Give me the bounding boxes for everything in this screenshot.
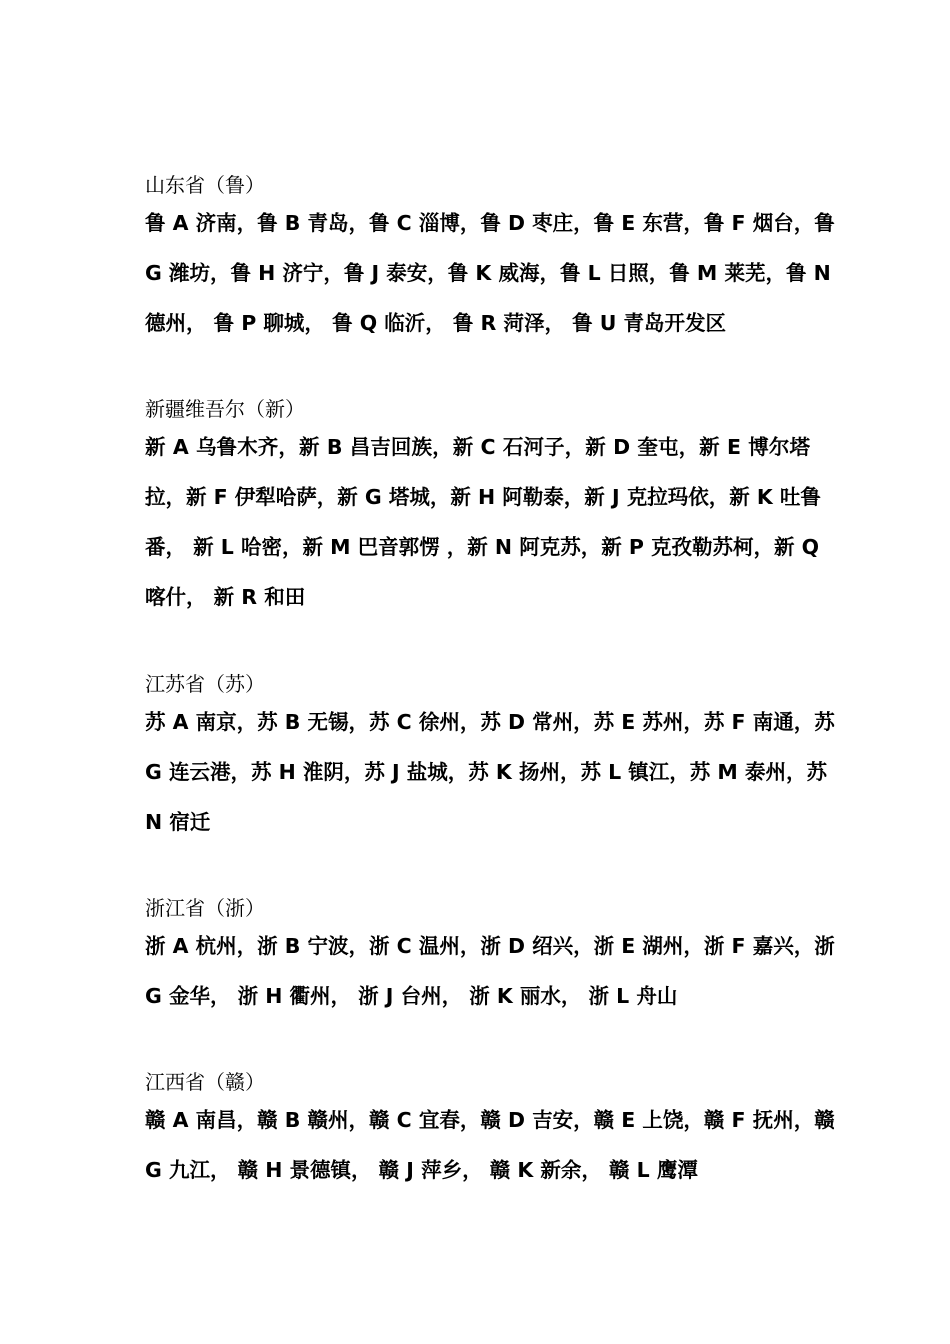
text-line: 苏 A 南京，苏 B 无锡，苏 C 徐州，苏 D 常州，苏 E 苏州，苏 F 南通，苏 <box>145 710 835 734</box>
text-line: 番， 新 L 哈密，新 M 巴音郭愣 ，新 N 阿克苏，新 P 克孜勒苏柯，新 Q <box>145 535 820 559</box>
section-heading: 新疆维吾尔（新） <box>145 397 305 421</box>
section-body <box>145 422 821 622</box>
text-line: G 九江， 赣 H 景德镇， 赣 J 萍乡， 赣 K 新余， 赣 L 鹰潭 <box>145 1158 698 1182</box>
text-line: 赣 A 南昌，赣 B 赣州，赣 C 宜春，赣 D 吉安，赣 E 上饶，赣 F 抚州，赣 <box>145 1108 835 1132</box>
text-line: 拉，新 F 伊犁哈萨，新 G 塔城，新 H 阿勒泰，新 J 克拉玛依，新 K 吐鲁 <box>145 485 821 509</box>
section-heading: 山东省（鲁） <box>145 173 265 197</box>
section-jiangsu <box>145 671 835 847</box>
section-jiangxi <box>145 1069 835 1195</box>
section-body <box>145 198 835 348</box>
text-line: 喀什， 新 R 和田 <box>145 585 306 609</box>
section-body <box>145 921 835 1021</box>
text-line: 鲁 A 济南，鲁 B 青岛，鲁 C 淄博，鲁 D 枣庄，鲁 E 东营，鲁 F 烟台，鲁 <box>145 211 835 235</box>
text-line: G 金华， 浙 H 衢州， 浙 J 台州， 浙 K 丽水， 浙 L 舟山 <box>145 984 678 1008</box>
text-line: N 宿迁 <box>145 810 211 834</box>
section-heading: 江苏省（苏） <box>145 672 265 696</box>
text-line: 浙 A 杭州，浙 B 宁波，浙 C 温州，浙 D 绍兴，浙 E 湖州，浙 F 嘉兴，浙 <box>145 934 835 958</box>
text-line: 新 A 乌鲁木齐，新 B 昌吉回族，新 C 石河子，新 D 奎屯，新 E 博尔塔 <box>145 435 810 459</box>
text-line: G 潍坊，鲁 H 济宁，鲁 J 泰安，鲁 K 威海，鲁 L 日照，鲁 M 莱芜，鲁 N <box>145 261 831 285</box>
text-line: 德州， 鲁 P 聊城， 鲁 Q 临沂， 鲁 R 菏泽， 鲁 U 青岛开发区 <box>145 311 727 335</box>
section-zhejiang <box>145 895 835 1021</box>
section-xinjiang <box>145 396 821 622</box>
section-shandong <box>145 172 835 348</box>
section-heading: 浙江省（浙） <box>145 896 265 920</box>
section-heading: 江西省（赣） <box>145 1070 265 1094</box>
section-body <box>145 1095 835 1195</box>
section-body <box>145 697 835 847</box>
text-line: G 连云港，苏 H 淮阴，苏 J 盐城，苏 K 扬州，苏 L 镇江，苏 M 泰州，苏 <box>145 760 827 784</box>
